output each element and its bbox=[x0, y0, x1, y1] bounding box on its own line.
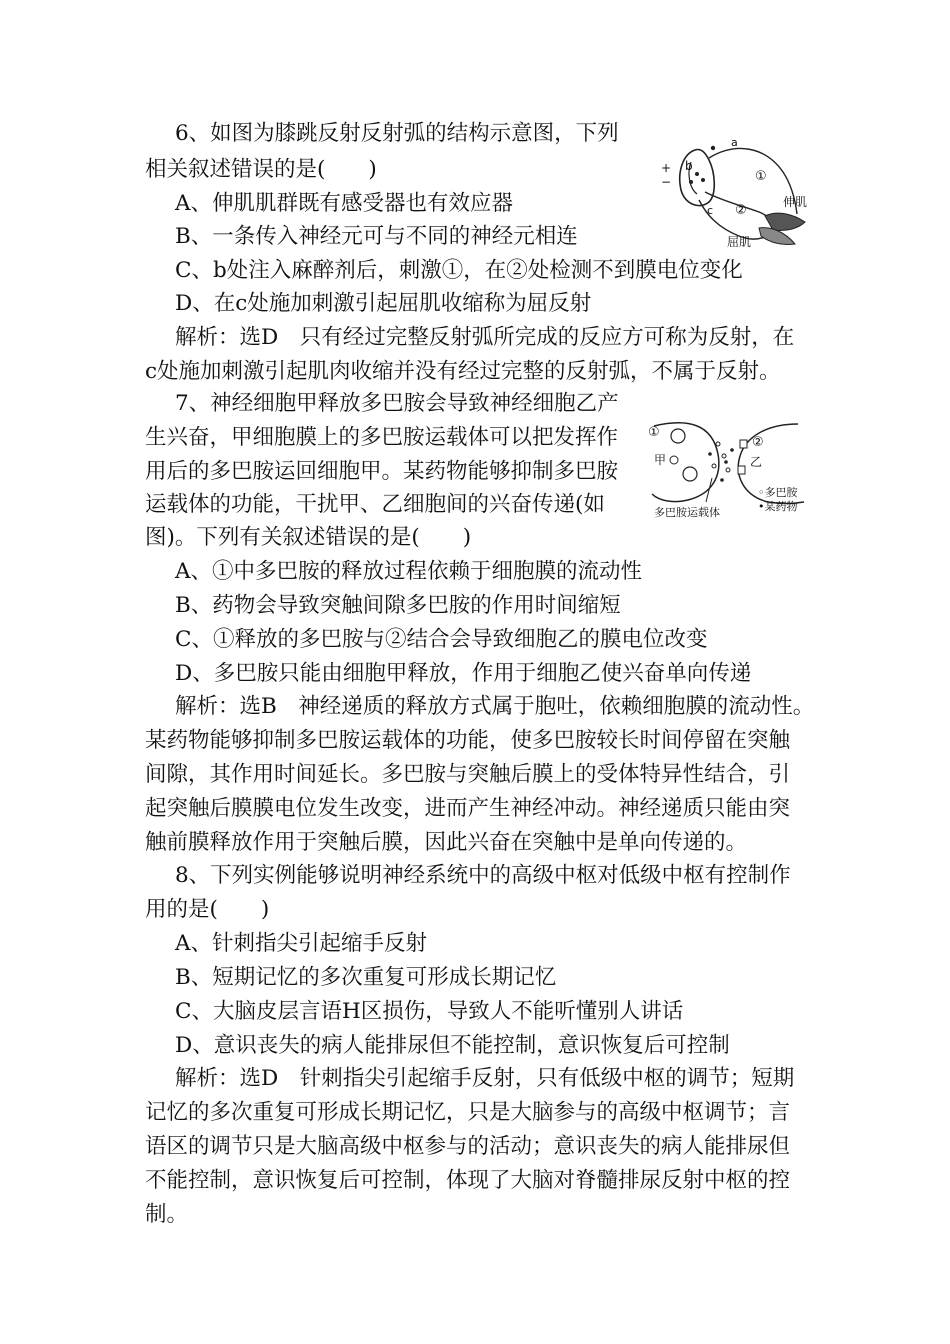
q8-option-d: D、意识丧失的病人能排尿但不能控制，意识恢复后可控制 bbox=[175, 1033, 730, 1058]
extensor-label: 伸肌 bbox=[783, 195, 808, 209]
q6-option-a: A、伸肌肌群既有感受器也有效应器 bbox=[175, 191, 514, 216]
q7-option-d: D、多巴胺只能由细胞甲释放，作用于细胞乙使兴奋单向传递 bbox=[175, 661, 752, 686]
q8-analysis-line-3: 语区的调节只是大脑高级中枢参与的活动；意识丧失的病人能排尿但 bbox=[145, 1134, 791, 1159]
q8-analysis-line-4: 不能控制，意识恢复后可控制，体现了大脑对脊髓排尿反射中枢的控 bbox=[145, 1168, 791, 1193]
q6-stem-line-1: 6、如图为膝跳反射反射弧的结构示意图，下列 bbox=[175, 121, 619, 146]
label-1: ① bbox=[755, 169, 767, 184]
q6-analysis-line-2: c处施加刺激引起肌肉收缩并没有经过完整的反射弧，不属于反射。 bbox=[145, 359, 781, 384]
flexor-label: 屈肌 bbox=[727, 235, 752, 249]
q8-stem-line-2: 用的是( ) bbox=[145, 897, 270, 922]
q8-analysis-line-1: 解析：选D 针刺指尖引起缩手反射，只有低级中枢的调节；短期 bbox=[175, 1066, 795, 1091]
label-1: ① bbox=[648, 425, 660, 440]
q7-option-c: C、①释放的多巴胺与②结合会导致细胞乙的膜电位改变 bbox=[175, 627, 708, 652]
label-c: c bbox=[707, 204, 714, 217]
q8-option-a: A、针刺指尖引起缩手反射 bbox=[175, 931, 428, 956]
q6-analysis-line-1: 解析：选D 只有经过完整反射弧所完成的反应方可称为反射，在 bbox=[175, 325, 795, 350]
dopamine-legend: ◦多巴胺 bbox=[758, 486, 798, 499]
q7-analysis-line-1: 解析：选B 神经递质的释放方式属于胞吐，依赖细胞膜的流动性。 bbox=[175, 694, 815, 719]
q7-stem-line-2: 生兴奋，甲细胞膜上的多巴胺运载体可以把发挥作 bbox=[145, 425, 619, 450]
q7-analysis-line-4: 起突触后膜膜电位发生改变，进而产生神经冲动。神经递质只能由突 bbox=[145, 796, 791, 821]
q7-option-a: A、①中多巴胺的释放过程依赖于细胞膜的流动性 bbox=[175, 559, 643, 584]
minus-label: − bbox=[661, 175, 672, 189]
drug-legend: •某药物 bbox=[758, 500, 798, 513]
q7-stem-line-3: 用后的多巴胺运回细胞甲。某药物能够抑制多巴胺 bbox=[145, 459, 619, 484]
synapse-figure bbox=[648, 414, 808, 522]
q7-stem-line-1: 7、神经细胞甲释放多巴胺会导致神经细胞乙产 bbox=[175, 391, 619, 416]
label-a: a bbox=[731, 136, 738, 149]
q7-stem-line-5: 图)。下列有关叙述错误的是( ) bbox=[145, 525, 472, 550]
label-b: b bbox=[685, 159, 693, 173]
q7-analysis-line-2: 某药物能够抑制多巴胺运载体的功能，使多巴胺较长时间停留在突触 bbox=[145, 728, 791, 753]
q8-stem-line-1: 8、下列实例能够说明神经系统中的高级中枢对低级中枢有控制作 bbox=[175, 863, 791, 888]
plus-label: + bbox=[661, 161, 672, 175]
q8-analysis-line-5: 制。 bbox=[145, 1202, 189, 1227]
q7-stem-line-4: 运载体的功能，干扰甲、乙细胞间的兴奋传递(如 bbox=[145, 492, 605, 517]
q8-analysis-line-2: 记忆的多次重复可形成长期记忆，只是大脑参与的高级中枢调节；言 bbox=[145, 1100, 791, 1125]
cell-a-label: 甲 bbox=[654, 453, 667, 467]
carrier-label: 多巴胺运载体 bbox=[654, 506, 720, 519]
q8-option-c: C、大脑皮层言语H区损伤，导致人不能听懂别人讲话 bbox=[175, 999, 684, 1024]
label-2: ② bbox=[735, 203, 747, 218]
q6-option-c: C、b处注入麻醉剂后，刺激①，在②处检测不到膜电位变化 bbox=[175, 258, 743, 283]
cell-b-label: 乙 bbox=[750, 455, 763, 469]
q7-analysis-line-5: 触前膜释放作用于突触后膜，因此兴奋在突触中是单向传递的。 bbox=[145, 830, 748, 855]
q7-analysis-line-3: 间隙，其作用时间延长。多巴胺与突触后膜上的受体特异性结合，引 bbox=[145, 762, 791, 787]
q6-option-b: B、一条传入神经元可与不同的神经元相连 bbox=[175, 224, 578, 249]
q6-option-d: D、在c处施加刺激引起屈肌收缩称为屈反射 bbox=[175, 291, 592, 316]
q6-stem-line-2: 相关叙述错误的是( ) bbox=[145, 157, 377, 182]
q7-option-b: B、药物会导致突触间隙多巴胺的作用时间缩短 bbox=[175, 593, 621, 618]
label-2: ② bbox=[752, 435, 764, 450]
reflex-arc-figure bbox=[655, 132, 815, 250]
q8-option-b: B、短期记忆的多次重复可形成长期记忆 bbox=[175, 965, 557, 990]
